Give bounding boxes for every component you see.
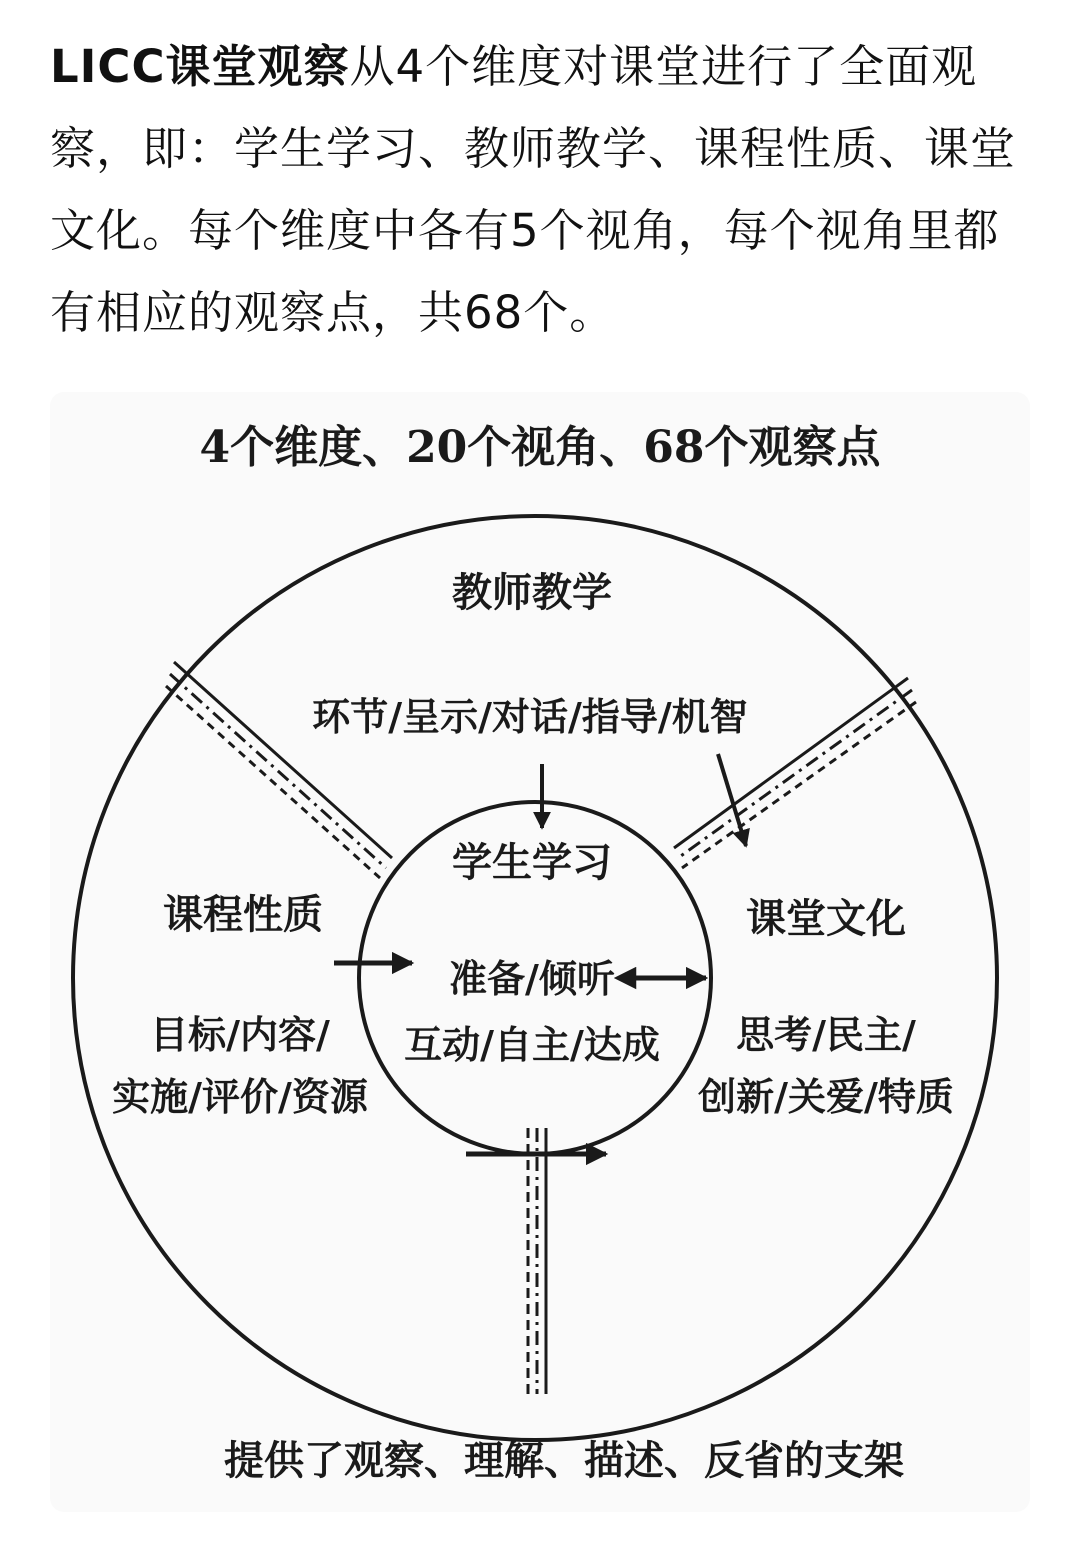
- student-label: 学生学习: [452, 839, 612, 886]
- licc-diagram: [50, 392, 1030, 1512]
- teacher-items: 环节/呈示/对话/指导/机智: [312, 694, 748, 739]
- culture-items-line1: 思考/民主/: [736, 1012, 916, 1057]
- diagram-canvas: [50, 392, 1030, 1512]
- intro-lead: LICC课堂观察: [50, 40, 350, 93]
- curriculum-label: 课程性质: [163, 891, 323, 938]
- teacher-label: 教师教学: [452, 569, 612, 616]
- divider-bottom: [528, 1128, 546, 1394]
- curriculum-items-line2: 实施/评价/资源: [112, 1074, 368, 1119]
- curriculum-items-line1: 目标/内容/: [150, 1012, 330, 1057]
- student-items-line1: 准备/倾听: [449, 956, 615, 1001]
- intro-paragraph: [50, 26, 1040, 354]
- diagram-footer: 提供了观察、理解、描述、反省的支架: [224, 1437, 904, 1484]
- diagram-title: 4个维度、20个视角、68个观察点: [199, 422, 881, 473]
- culture-label: 课堂文化: [746, 895, 906, 942]
- student-items-line2: 互动/自主/达成: [404, 1022, 660, 1067]
- culture-items-line2: 创新/关爱/特质: [698, 1074, 954, 1119]
- intro-text: 从4个维度对课堂进行了全面观察，即：学生学习、教师教学、课程性质、课堂文化。每个维度中各有5个视角，每个视角里都有相应的观察点，共68个。: [50, 40, 1017, 339]
